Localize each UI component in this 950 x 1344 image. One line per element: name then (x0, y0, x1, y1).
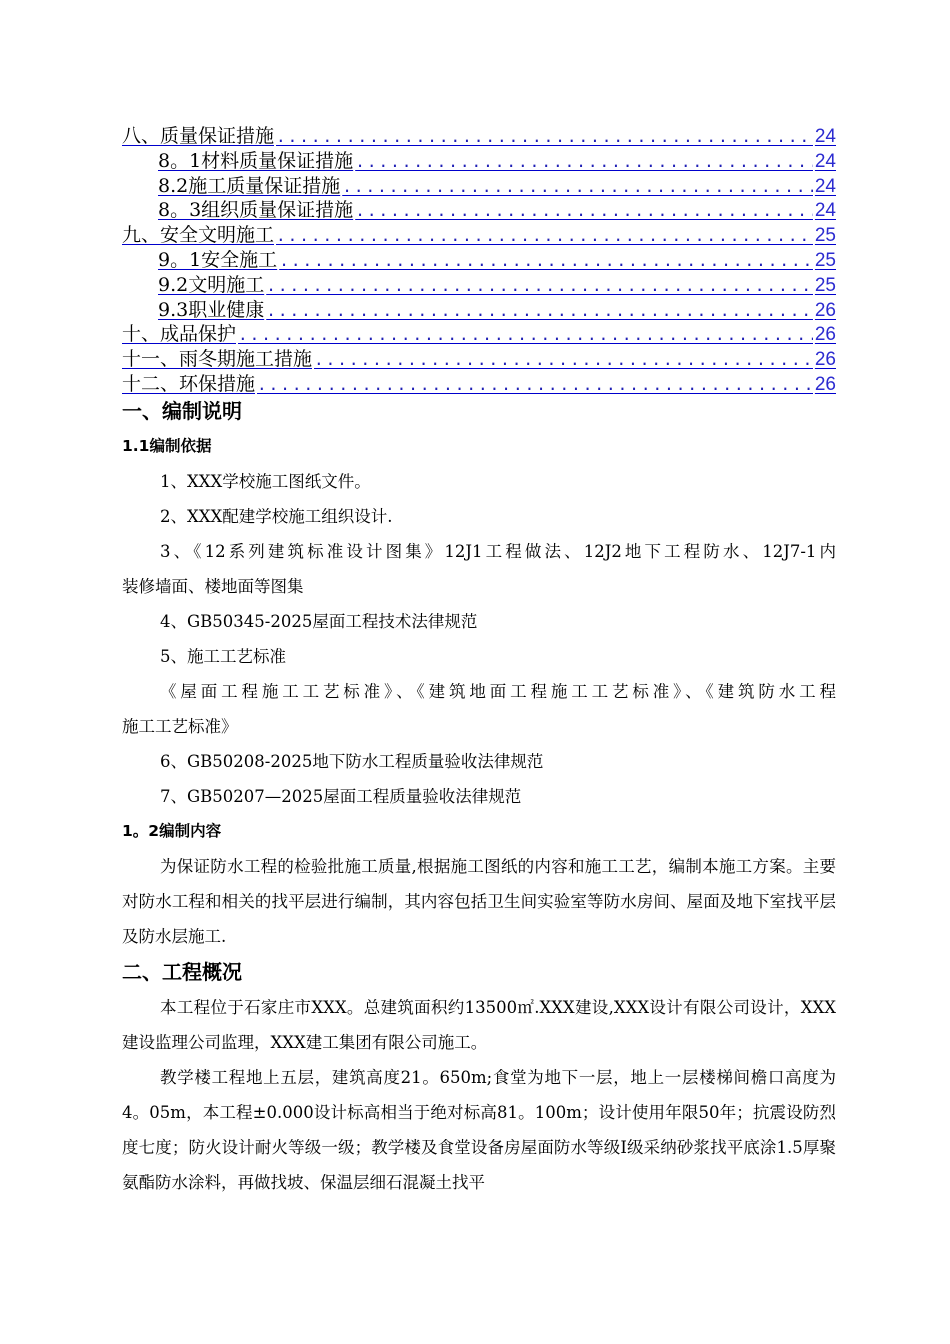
basis-item-continued: 装修墙面、楼地面等图集 (122, 577, 304, 596)
toc-entry-page: 26 (814, 373, 836, 395)
toc-entry-label: 9。1安全施工 (158, 248, 278, 271)
table-of-contents (122, 124, 836, 397)
toc-entry[interactable] (122, 273, 836, 298)
basis-item: 1、XXX学校施工图纸文件。 (160, 472, 371, 491)
toc-entry[interactable] (122, 372, 836, 397)
toc-entry[interactable] (122, 124, 836, 149)
toc-leader-dots (238, 323, 813, 348)
toc-entry[interactable] (122, 322, 836, 347)
toc-entry-label: 8。3组织质量保证措施 (158, 199, 354, 222)
toc-entry-label: 八、质量保证措施 (122, 125, 275, 147)
toc-entry-label: 8。1材料质量保证措施 (158, 149, 354, 172)
toc-entry-page: 25 (814, 274, 836, 296)
toc-entry-page: 24 (814, 200, 836, 222)
toc-leader-dots (266, 274, 813, 299)
toc-entry[interactable] (122, 248, 836, 273)
toc-leader-dots (355, 150, 813, 175)
subsection-heading: 1.1编制依据 (122, 437, 212, 455)
toc-leader-dots (279, 249, 813, 274)
body-paragraph: 本工程位于石家庄市XXX。总建筑面积约13500㎡.XXX建设,XXX设计有限公司设计，XXX建设监理公司监理，XXX建工集团有限公司施工。 (122, 998, 836, 1052)
toc-entry[interactable] (122, 298, 836, 323)
basis-item: 7、GB50207—2025屋面工程质量验收法律规范 (160, 787, 522, 806)
toc-entry-label: 十二、环保措施 (122, 372, 256, 395)
section-heading: 一、编制说明 (122, 399, 242, 423)
toc-leader-dots (276, 224, 813, 249)
document-body (122, 395, 836, 1200)
toc-entry-page: 25 (814, 249, 836, 271)
basis-item: 5、施工工艺标准 (160, 647, 286, 666)
toc-entry-page: 26 (814, 299, 836, 321)
toc-entry-label: 十、成品保护 (122, 323, 237, 346)
toc-entry-label: 9.3职业健康 (158, 298, 265, 321)
section-heading: 二、工程概况 (122, 960, 242, 984)
toc-entry-page: 24 (814, 150, 836, 172)
toc-leader-dots (266, 299, 813, 324)
toc-entry-page: 26 (814, 349, 836, 371)
basis-item-continued: 施工工艺标准》 (122, 717, 238, 736)
toc-entry-page: 26 (814, 324, 836, 346)
toc-leader-dots (276, 125, 813, 150)
body-paragraph: 为保证防水工程的检验批施工质量,根据施工图纸的内容和施工工艺，编制本施工方案。主要对防水工程和相关的找平层进行编制，其内容包括卫生间实验室等防水房间、屋面及地下室找平层及防水层施工. (122, 857, 836, 946)
toc-entry[interactable] (122, 223, 836, 248)
toc-entry-label: 8.2施工质量保证措施 (158, 174, 341, 197)
toc-leader-dots (355, 199, 813, 224)
toc-entry[interactable] (122, 198, 836, 223)
basis-item: 《屋面工程施工工艺标准》、《建筑地面工程施工工艺标准》、《建筑防水工程 (160, 682, 836, 701)
basis-item: 6、GB50208-2025地下防水工程质量验收法律规范 (160, 752, 544, 771)
basis-item: 4、GB50345-2025屋面工程技术法律规范 (160, 612, 478, 631)
toc-entry-label: 9.2文明施工 (158, 273, 265, 296)
toc-entry-label: 九、安全文明施工 (122, 224, 275, 247)
body-paragraph: 教学楼工程地上五层，建筑高度21。650m;食堂为地下一层，地上一层楼梯间檐口高度为4。05m，本工程±0.000设计标高相当于绝对标高81。100m；设计使用年限50年；抗震设防烈度七度；防火设计耐火等级一级；教学楼及食堂设备房屋面防水等级Ⅰ级采纳砂浆找平底涂1.5厚聚氨酯防水涂料，再做找坡、保温层细石混凝土找平 (122, 1068, 836, 1192)
toc-leader-dots (342, 175, 813, 200)
toc-entry-page: 24 (814, 126, 836, 147)
toc-entry[interactable] (122, 174, 836, 199)
toc-entry-page: 25 (814, 225, 836, 247)
toc-entry[interactable] (122, 347, 836, 372)
toc-entry[interactable] (122, 149, 836, 174)
basis-item: 2、XXX配建学校施工组织设计. (160, 507, 393, 526)
toc-entry-page: 24 (814, 175, 836, 197)
subsection-heading: 1。2编制内容 (122, 822, 222, 840)
toc-leader-dots (314, 348, 813, 373)
basis-item: 3、《12系列建筑标准设计图集》12J1工程做法、12J2地下工程防水、12J7-1内 (160, 542, 836, 561)
toc-entry-label: 十一、雨冬期施工措施 (122, 348, 313, 371)
